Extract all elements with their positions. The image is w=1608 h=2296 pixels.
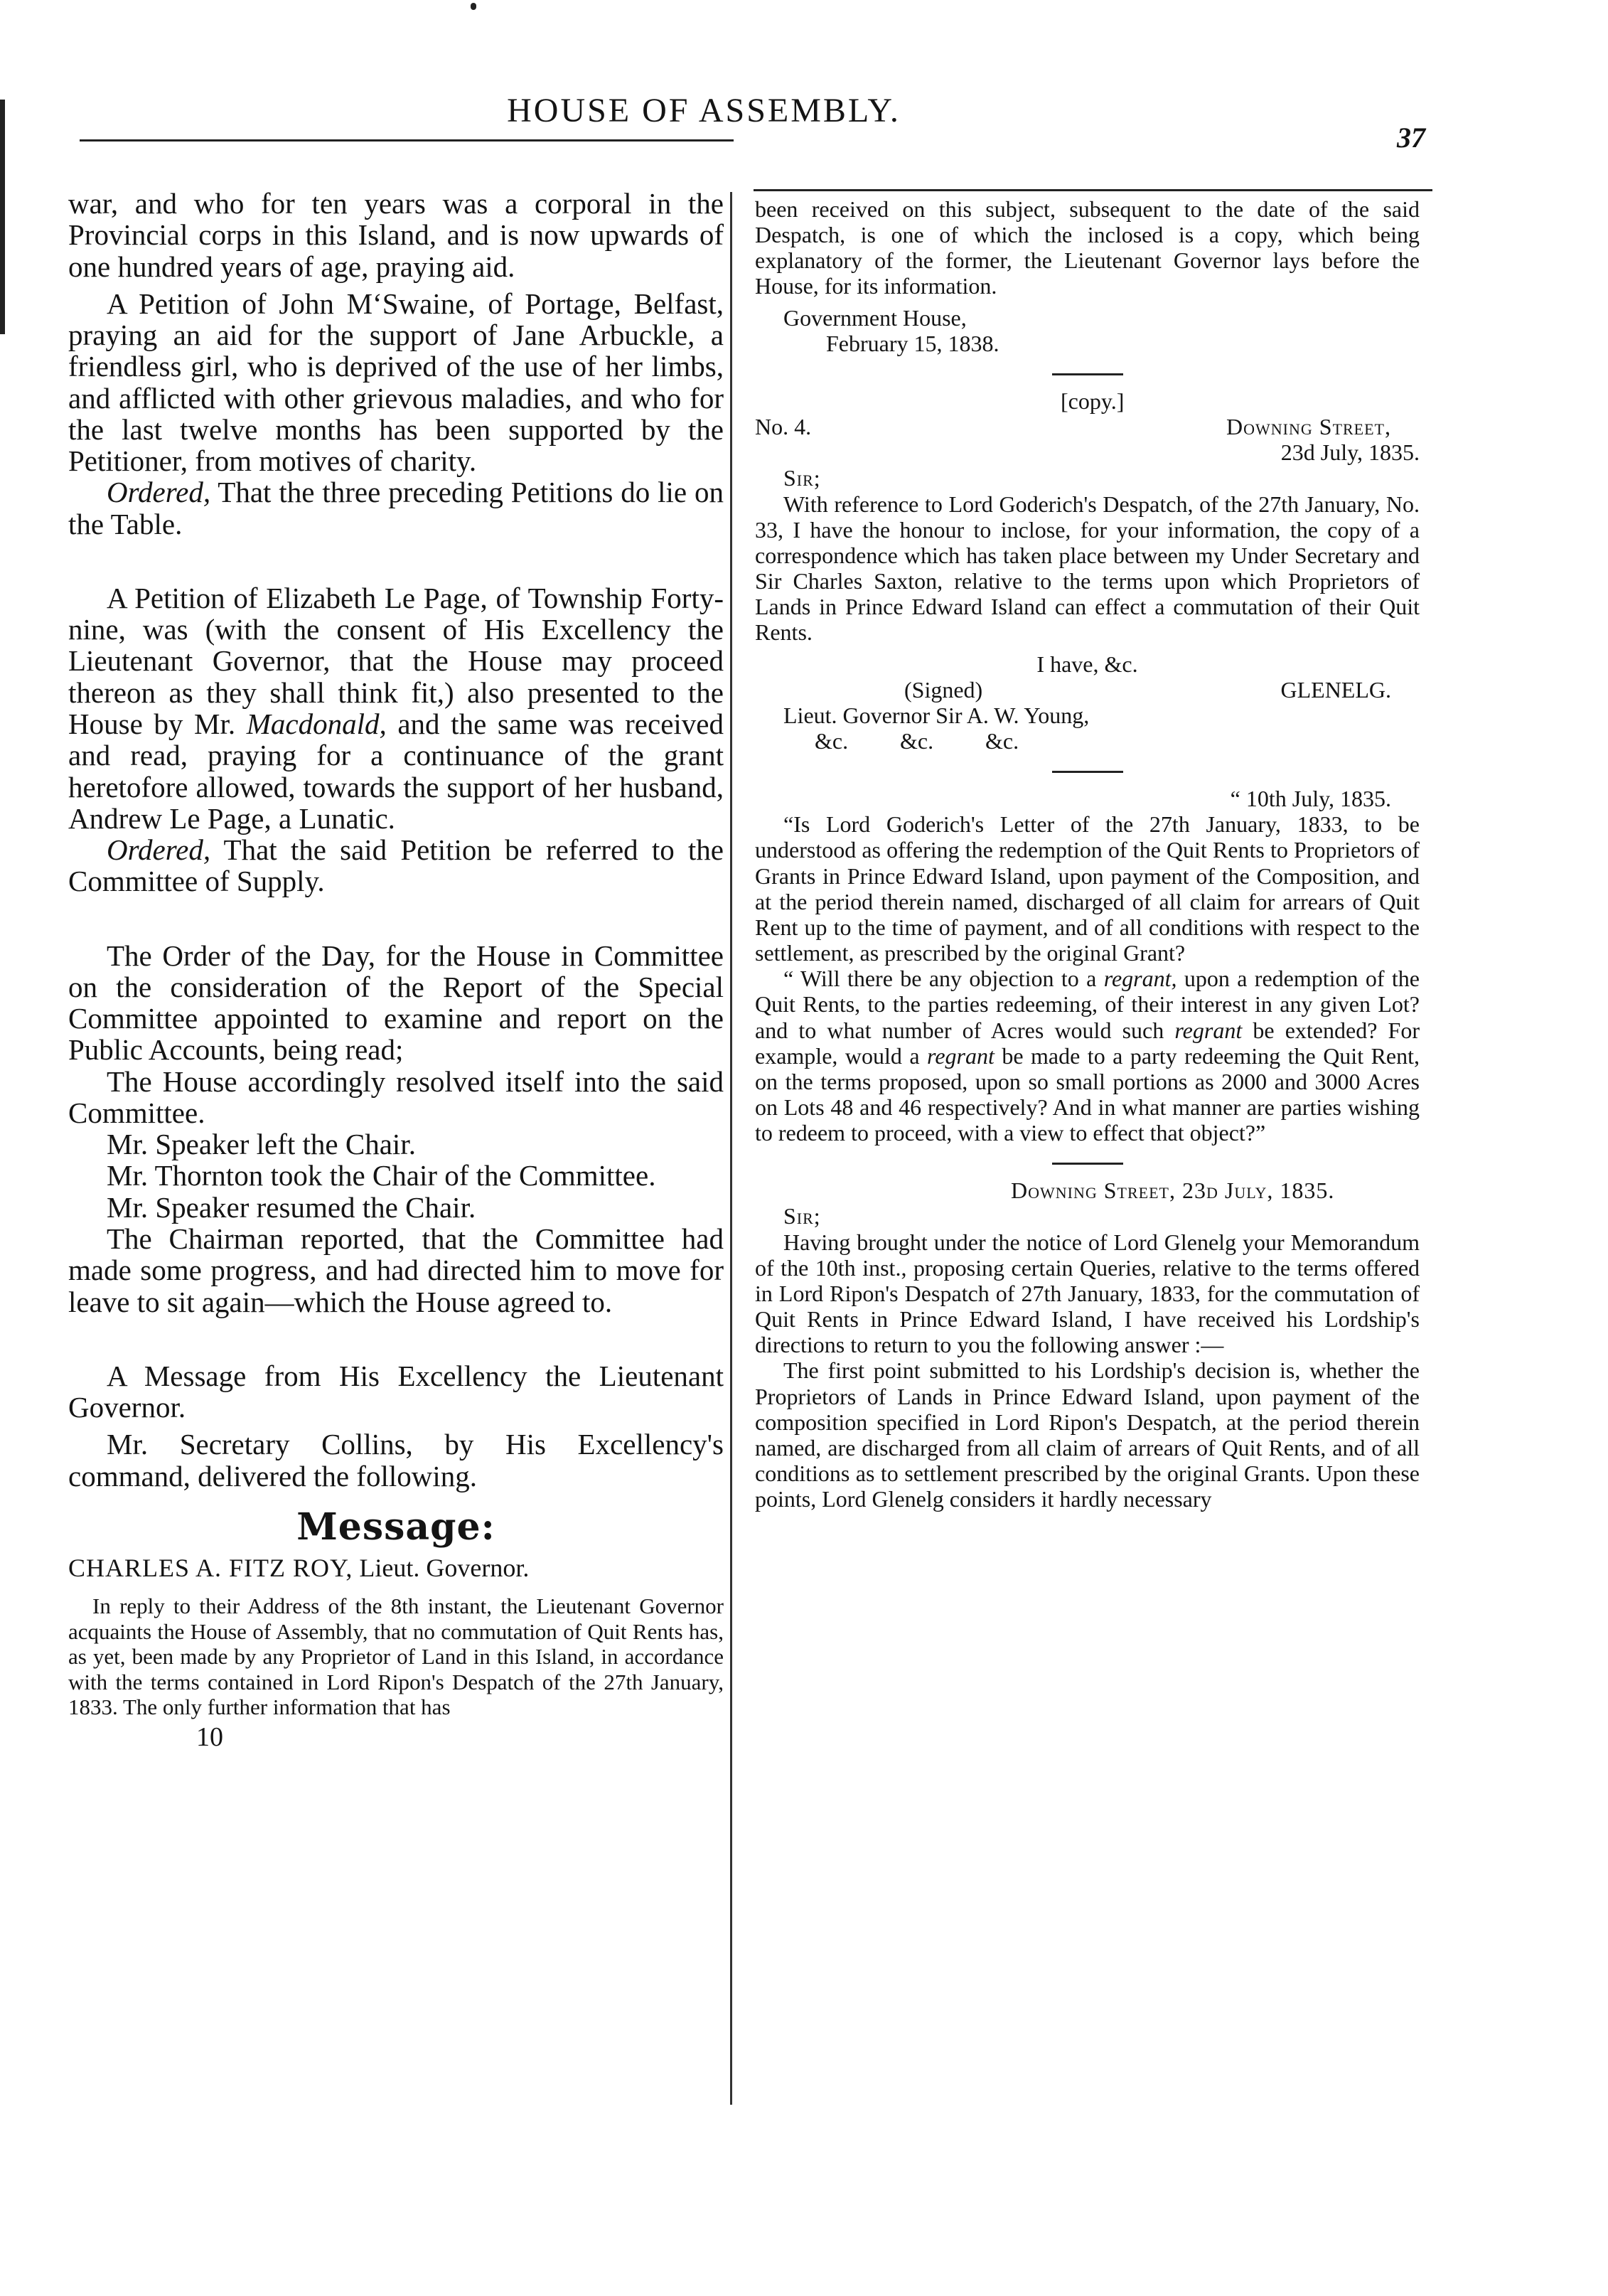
- section-rule: [1052, 771, 1123, 773]
- message-heading: Message:: [296, 1505, 495, 1549]
- signed-label: (Signed): [904, 676, 983, 703]
- speaker-resumed-paragraph: Mr. Speaker resumed the Chair.: [107, 1190, 476, 1224]
- petition-le-page-paragraph: [68, 582, 724, 834]
- memo-text-b: upon a redemption of the Quit Rents, to the parties redeeming, of their interest in any given Lot? and to what number of Acres would such: [755, 966, 1420, 1043]
- ordered-label: Ordered,: [107, 476, 211, 509]
- letter-body-paragraph: With reference to Lord Goderich's Despatch, of the 27th January, No. 33, I have the honour to inclose, for your information, the copy of a correspondence which has taken place between my Under Secretary and Sir Charles Saxton, relative to the terms upon which Proprietors of Lands in Prince Edward Island can effect a commutation of their Quit Rents.: [755, 491, 1420, 646]
- petition-mcswaine-paragraph: A Petition of John M‘Swaine, of Portage, Belfast, praying an aid for the support of Jane Arbuckle, a friendless girl, who is deprived of the use of her limbs, and afflicted with other grievous maladies, and who for the last twelve months has been supported by the Petitioner, from motives of charity.: [68, 287, 724, 478]
- chairman-report-paragraph: The Chairman reported, that the Committee had made some progress, and had directed him to move for leave to sit again—which the House agreed to.: [68, 1222, 724, 1318]
- memo-italic-regrant-3: regrant: [927, 1042, 995, 1069]
- letter-salutation: Sir;: [783, 465, 821, 491]
- memorandum-date: “ 10th July, 1835.: [1230, 786, 1391, 812]
- order-lie-on-table-paragraph: [68, 476, 724, 540]
- petition-le-page-text-a: A Petition of Elizabeth Le Page, of Township Forty-nine, was (with the consent of His Excellency the Lieutenant Governor, that the House may proceed thereon as they shall think fit,) also presented to the House by Mr.: [68, 581, 724, 740]
- recipient-etc-row: [755, 728, 1420, 754]
- letter-date: 23d July, 1835.: [1280, 439, 1420, 466]
- government-house-date: February 15, 1838.: [826, 330, 999, 356]
- order-text: That the said Petition be referred to the Committee of Supply.: [68, 833, 724, 898]
- left-column: [68, 188, 724, 1752]
- letter-heading-row: [755, 414, 1420, 439]
- letter-number: No. 4.: [755, 414, 812, 440]
- signature-mark: 10: [196, 1722, 223, 1753]
- member-name: Macdonald,: [246, 707, 387, 740]
- governor-title: Lieut. Governor.: [353, 1553, 530, 1582]
- secretary-collins-paragraph: Mr. Secretary Collins, by His Excellency's command, delivered the following.: [68, 1428, 724, 1493]
- section-rule: [1052, 373, 1123, 375]
- etc-1: &c.: [815, 727, 849, 754]
- signer-name: GLENELG.: [1280, 676, 1391, 703]
- ordered-label: Ordered,: [107, 833, 211, 867]
- letter-closing: I have, &c.: [1036, 651, 1138, 677]
- message-body-paragraph: In reply to their Address of the 8th instant, the Lieutenant Governor acquaints the House of Assembly, that no commutation of Quit Rents has, as yet, been made by any Proprietor of Land in this Island, in accordance with the terms contained in Lord Ripon's Despatch of the 27th January, 1833. The only further information that has: [68, 1593, 724, 1720]
- memorandum-question-1: “Is Lord Goderich's Letter of the 27th January, 1833, to be understood as offering the redemption of the Quit Rents to Proprietors of Grants in Prince Edward Island, upon payment of the Composition, and at the period therein named, discharged of all claim for arrears of Quit Rent up to the time of payment, and of all conditions with respect to the settlement, as prescribed by the original Grant?: [755, 811, 1420, 966]
- header-rule-right: [754, 189, 1432, 191]
- reply-paragraph-2: The first point submitted to his Lordship's decision is, whether the Proprietors of Lands in Prince Edward Island, upon payment of the composition specified in Lord Ripon's Despatch, at the period therein named, are discharged from all claim of arrears of Quit Rents, and of all conditions as to settlement prescribed by the original Grants. Upon these points, Lord Glenelg considers it hardly necessary: [755, 1357, 1420, 1512]
- signature-row: [755, 677, 1420, 703]
- etc-3: &c.: [985, 727, 1019, 754]
- letter-location: Downing Street,: [1226, 414, 1391, 440]
- section-rule: [1052, 1163, 1123, 1165]
- scan-edge-mark: [0, 100, 5, 334]
- etc-2: &c.: [900, 727, 934, 754]
- memorandum-question-2: [755, 966, 1420, 1146]
- message-announcement-paragraph: A Message from His Excellency the Lieutenant Governor.: [68, 1359, 724, 1424]
- memo-text-a: “ Will there be any objection to a: [783, 966, 1104, 992]
- governor-name: CHARLES A. FITZ ROY,: [68, 1553, 353, 1582]
- government-house-line: Government House,: [783, 304, 967, 331]
- order-of-day-paragraph: The Order of the Day, for the House in Committee on the consideration of the Report of the Special Committee appointed to examine and report on the Public Accounts, being read;: [68, 939, 724, 1067]
- ink-speck: [471, 3, 476, 10]
- right-column: [755, 196, 1420, 1512]
- reply-location-date: Downing Street, 23d July, 1835.: [1011, 1178, 1335, 1204]
- page-header-title: HOUSE OF ASSEMBLY.: [507, 92, 901, 129]
- copy-label: [copy.]: [1061, 388, 1125, 414]
- reply-paragraph-1: Having brought under the notice of Lord Glenelg your Memorandum of the 10th inst., proposing certain Queries, relative to the terms offered in Lord Ripon's Despatch of 27th January, 1833, for the commutation of Quit Rents in Prince Edward Island, I have received his Lordship's directions to return to you the following answer :—: [755, 1229, 1420, 1358]
- memo-text-d: be made to a party redeeming the Quit Rent, on the terms proposed, upon so small portions as 2000 and 3000 Acres on Lots 48 and 46 respectively? And in what manner are parties wishing to redeem to proceed, with a view to effect that object?”: [755, 1042, 1420, 1146]
- memo-text-c: be extended? For example, would a: [755, 1017, 1420, 1069]
- petition-continued-paragraph: war, and who for ten years was a corporal in the Provincial corps in this Island, and is now upwards of one hundred years of age, praying aid.: [68, 187, 724, 283]
- governor-line: [68, 1554, 724, 1582]
- petition-le-page-text-b: and the same was received and read, praying for a continuance of the grant heretofore allowed, towards the support of her husband, Andrew Le Page, a Lunatic.: [68, 707, 724, 835]
- letter-recipient: Lieut. Governor Sir A. W. Young,: [783, 702, 1090, 728]
- thornton-chair-paragraph: Mr. Thornton took the Chair of the Committee.: [107, 1159, 656, 1192]
- page-number: 37: [1397, 122, 1425, 154]
- column-divider: [730, 192, 732, 2105]
- speaker-left-paragraph: Mr. Speaker left the Chair.: [107, 1128, 416, 1161]
- reply-salutation: Sir;: [783, 1203, 821, 1229]
- header-rule-left: [80, 139, 734, 142]
- committee-resolved-paragraph: The House accordingly resolved itself into the said Committee.: [68, 1064, 724, 1129]
- order-text: That the three preceding Petitions do lie on the Table.: [68, 476, 724, 540]
- memo-italic-regrant-2: regrant: [1174, 1017, 1243, 1043]
- message-continued-paragraph: been received on this subject, subsequent to the date of the said Despatch, is one of which the inclosed is a copy, which being explanatory of the former, the Lieutenant Governor lays before the House, for its information.: [755, 196, 1420, 299]
- memo-italic-regrant-1: regrant,: [1103, 966, 1177, 992]
- order-refer-supply-paragraph: [68, 834, 724, 897]
